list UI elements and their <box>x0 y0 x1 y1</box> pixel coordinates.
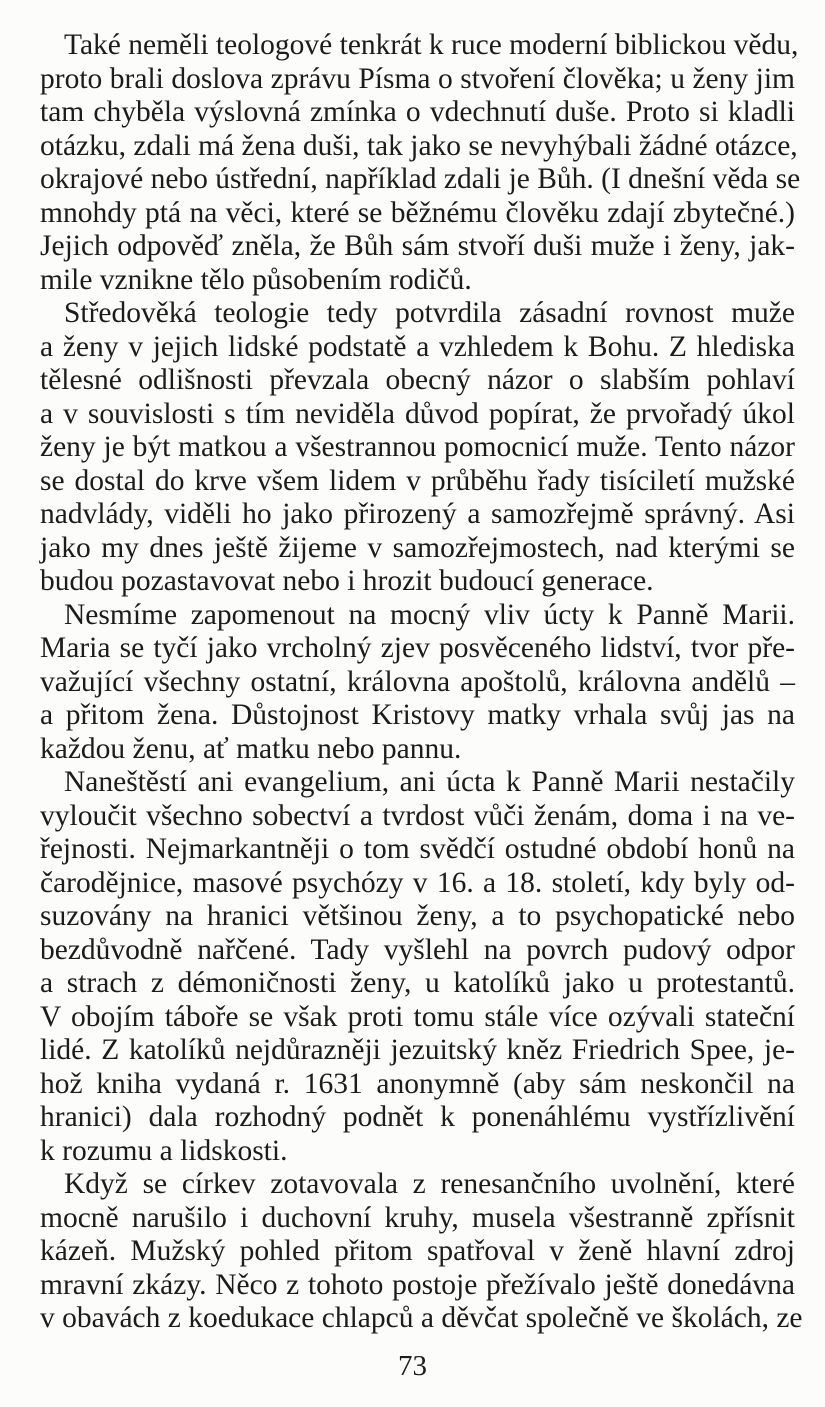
text-line: každou ženu, ať matku nebo pannu. <box>40 732 462 765</box>
text-line: suzovány na hranici většinou ženy, a to psychopatické nebo <box>40 900 795 932</box>
text-line: Maria se tyčí jako vrcholný zjev posvěceného lidství, tvor pře- <box>40 632 795 664</box>
text-line: vyloučit všechno sobectví a tvrdost vůči ženám, doma i na ve- <box>40 799 795 832</box>
text-line: čarodějnice, masové psychózy v 16. a 18. století, kdy byly od- <box>40 866 795 899</box>
text-line: važující všechny ostatní, královna apoštolů, královna andělů – <box>40 665 795 698</box>
text-line: bezdůvodně nařčené. Tady vyšlehl na povrch pudový odpor <box>40 933 795 966</box>
text-line: mravní zkázy. Něco z tohoto postoje přežívalo ještě donedávna <box>40 1268 795 1301</box>
text-line: a ženy v jejich lidské podstatě a vzhledem k Bohu. Z hlediska <box>40 330 795 363</box>
text-line: a přitom žena. Důstojnost Kristovy matky vrhala svůj jas na <box>40 699 795 731</box>
text-line: lidé. Z katolíků nejdůrazněji jezuitský kněz Friedrich Spee, je- <box>40 1034 795 1066</box>
text-line: v obavách z koedukace chlapců a děvčat společně ve školách, ze <box>40 1302 803 1334</box>
text-line: tam chyběla výslovná zmínka o vdechnutí duše. Proto si kladli <box>40 96 795 128</box>
text-line: a v souvislosti s tím neviděla důvod popírat, že prvořadý úkol <box>40 397 795 430</box>
paragraph-5 <box>40 1168 803 1336</box>
text-line: a strach z démoničnosti ženy, u katolíků jako u protestantů. <box>40 967 795 999</box>
paragraph-3 <box>40 599 795 767</box>
text-line: Středověká teologie tedy potvrdila zásadní rovnost muže <box>64 297 795 329</box>
text-line: Naneštěstí ani evangelium, ani úcta k Panně Marii nestačily <box>64 766 795 798</box>
text-line: se dostal do krve všem lidem v průběhu řady tisíciletí mužské <box>40 464 795 497</box>
text-line: k rozumu a lidskosti. <box>40 1134 288 1167</box>
text-line: hož kniha vydaná r. 1631 anonymně (aby sám neskončil na <box>40 1067 795 1100</box>
text-line: mile vznikne tělo působením rodičů. <box>40 263 472 296</box>
text-line: tělesné odlišnosti převzala obecný názor o slabším pohlaví <box>40 364 795 396</box>
text-line: kázeň. Mužský pohled přitom spatřoval v ženě hlavní zdroj <box>40 1235 795 1267</box>
paragraph-2 <box>40 297 795 599</box>
text-line: Jejich odpověď zněla, že Bůh sám stvoří duši muže i ženy, jak- <box>40 230 795 262</box>
text-line: hranici) dala rozhodný podnět k ponenáhlému vystřízlivění <box>40 1101 795 1133</box>
text-line: Také neměli teologové tenkrát k ruce moderní biblickou vědu, <box>64 29 799 61</box>
paragraph-4 <box>40 766 795 1168</box>
text-line: budou pozastavovat nebo i hrozit budoucí generace. <box>40 565 654 597</box>
text-line: Nesmíme zapomenout na mocný vliv úcty k Panně Marii. <box>64 598 795 631</box>
paragraph-1 <box>40 29 801 297</box>
text-line: mnohdy ptá na věci, které se běžnému člověku zdají zbytečné.) <box>40 196 795 229</box>
text-line: mocně narušilo i duchovní kruhy, musela všestranně zpřísnit <box>40 1201 795 1234</box>
text-line: V obojím táboře se však proti tomu stále více ozývali stateční <box>40 1000 795 1033</box>
text-line: jako my dnes ještě žijeme v samozřejmostech, nad kterými se <box>40 531 795 564</box>
text-line: proto brali doslova zprávu Písma o stvoření člověka; u ženy jim <box>40 62 795 95</box>
page-body <box>40 29 803 1336</box>
text-line: Když se církev zotavovala z renesančního uvolnění, které <box>64 1168 795 1200</box>
text-line: řejnosti. Nejmarkantněji o tom svědčí ostudné období honů na <box>40 833 795 865</box>
text-line: otázku, zdali má žena duši, tak jako se nevyhýbali žádné otázce, <box>40 129 798 162</box>
text-line: nadvlády, viděli ho jako přirozený a samozřejmě správný. Asi <box>40 498 795 530</box>
page-number: 73 <box>398 1350 427 1382</box>
text-line: ženy je být matkou a všestrannou pomocnicí muže. Tento názor <box>40 431 795 463</box>
text-line: okrajové nebo ústřední, například zdali je Bůh. (I dnešní věda se <box>40 163 801 195</box>
